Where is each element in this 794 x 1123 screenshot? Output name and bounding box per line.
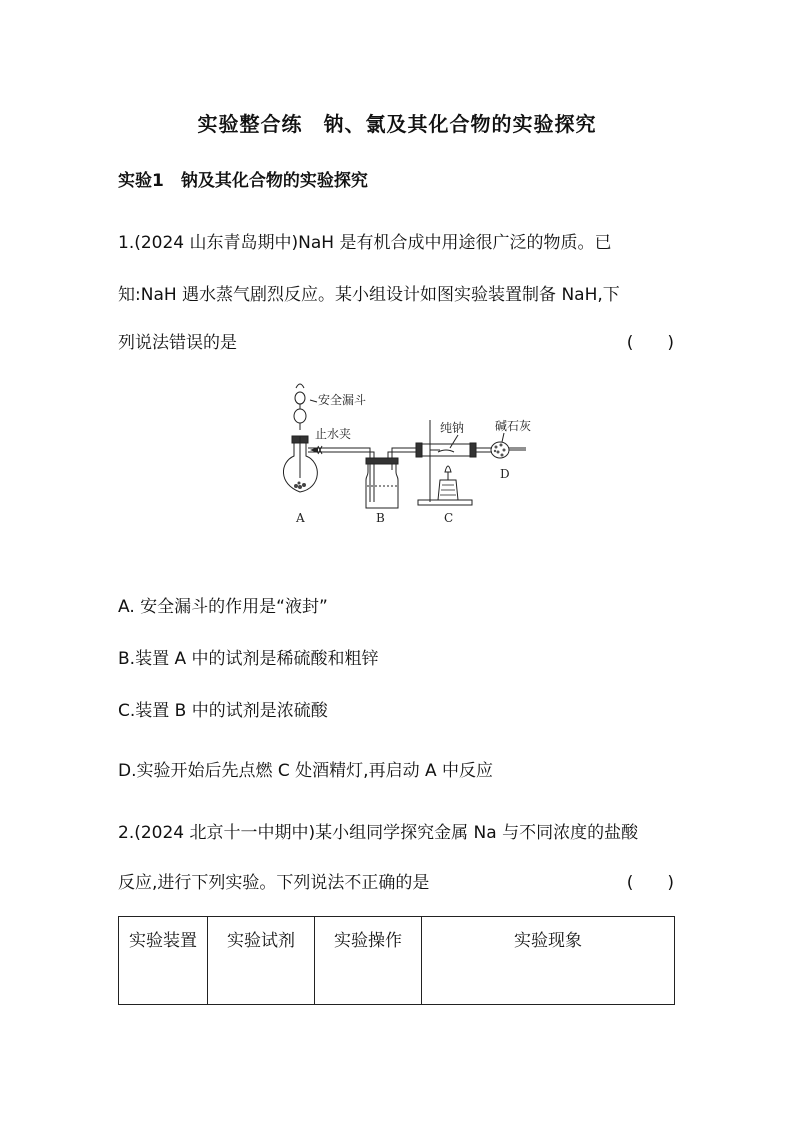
label-d: D	[500, 467, 510, 481]
safety-funnel-bulb	[294, 409, 306, 423]
q1-option-c: C.装置 B 中的试剂是浓硫酸	[118, 701, 328, 721]
sodium-leader	[450, 435, 458, 448]
table-header-cell: 实验现象	[422, 917, 675, 1005]
q1-option-a: A. 安全漏斗的作用是“液封”	[118, 597, 328, 617]
lamp-flame	[445, 466, 451, 472]
label-safety-funnel: 安全漏斗	[318, 393, 367, 407]
zinc-particles	[294, 482, 306, 490]
apparatus-figure	[270, 380, 540, 530]
label-sodium: 纯钠	[440, 421, 465, 435]
soda-lime-leader	[502, 433, 504, 442]
experiment-table	[118, 916, 675, 1005]
q2-line-1: 2.(2024 北京十一中期中)某小组同学探究金属 Na 与不同浓度的盐酸	[118, 823, 639, 843]
label-c: C	[444, 511, 454, 525]
page-title: 实验整合练 钠、氯及其化合物的实验探究	[197, 112, 597, 136]
table-header-row	[119, 917, 675, 1005]
section-heading: 实验1 钠及其化合物的实验探究	[118, 171, 368, 191]
ring-stand-base	[418, 500, 472, 505]
q1-line-3: 列说法错误的是	[118, 333, 237, 353]
q1-option-d: D.实验开始后先点燃 C 处酒精灯,再启动 A 中反应	[118, 761, 494, 781]
tube-b-c	[392, 448, 418, 458]
q2-line-2: 反应,进行下列实验。下列说法不正确的是	[118, 873, 430, 893]
sodium-sample	[438, 450, 454, 452]
bottle-b-stopper	[366, 458, 398, 464]
label-a: A	[296, 511, 305, 525]
label-clamp: 止水夹	[315, 427, 352, 441]
q2-answer-paren: ( )	[626, 873, 674, 893]
q1-answer-paren: ( )	[626, 333, 674, 353]
lamp-hatching	[440, 485, 456, 495]
q1-option-b: B.装置 A 中的试剂是稀硫酸和粗锌	[118, 649, 379, 669]
table-header-cell: 实验装置	[119, 917, 208, 1005]
safety-funnel-leader	[310, 400, 317, 402]
table-header-cell: 实验试剂	[208, 917, 315, 1005]
label-b: B	[376, 511, 385, 525]
q1-line-1: 1.(2024 山东青岛期中)NaH 是有机合成中用途很广泛的物质。已	[118, 233, 612, 253]
label-soda-lime: 碱石灰	[495, 419, 532, 433]
table-header-cell: 实验操作	[315, 917, 422, 1005]
q1-line-2: 知:NaH 遇水蒸气剧烈反应。某小组设计如图实验装置制备 NaH,下	[118, 285, 620, 305]
bottle-b	[366, 464, 398, 508]
soda-lime-granules	[494, 444, 506, 457]
safety-funnel-mouth	[296, 384, 304, 388]
safety-funnel-top-bulb	[295, 392, 305, 404]
